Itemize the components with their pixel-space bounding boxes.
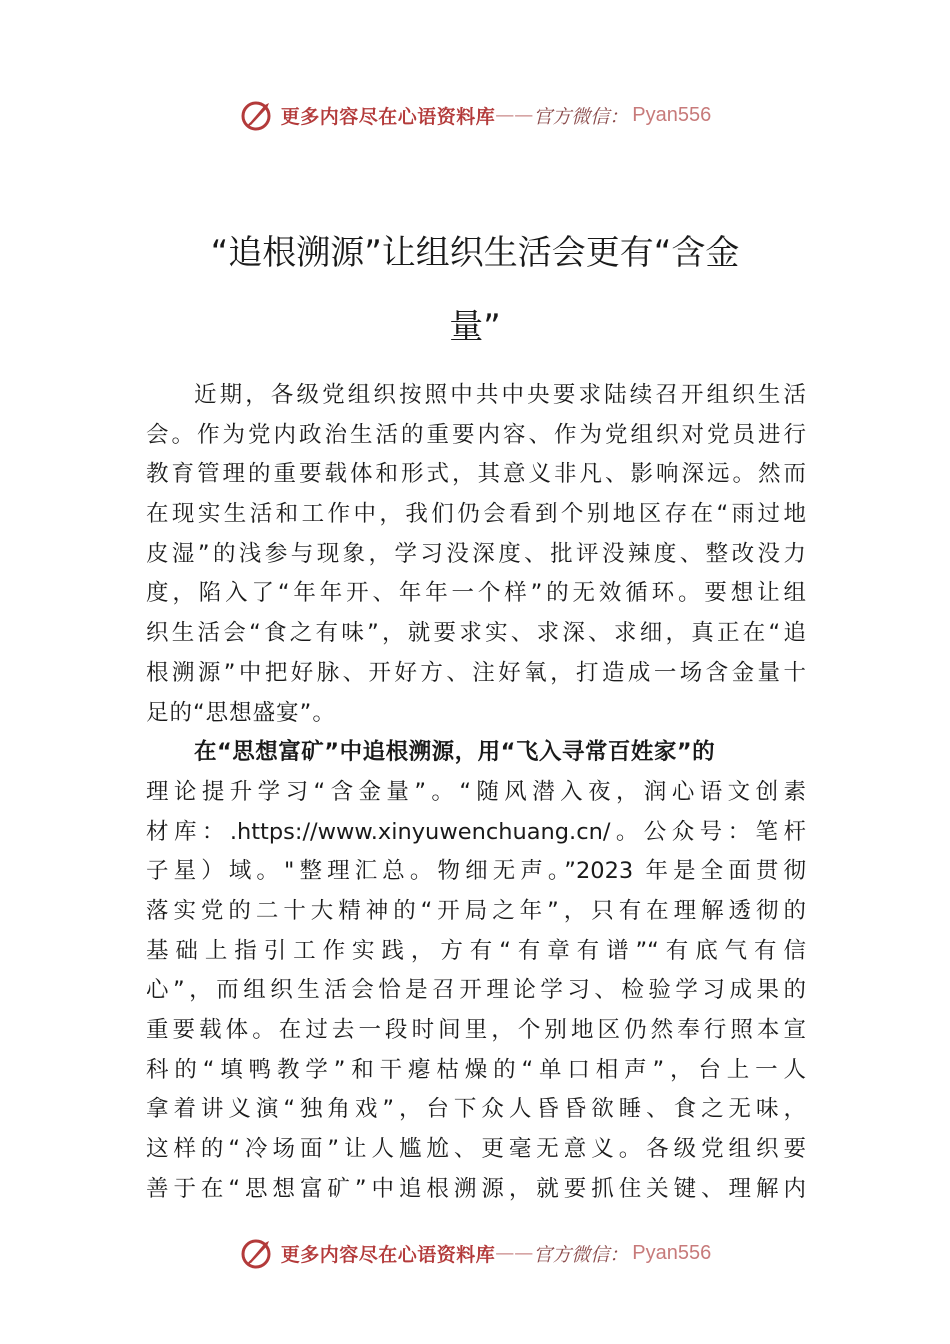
banner-wechat-label: 官方微信：	[533, 105, 629, 128]
paragraph-line: 理论提升学习“含金量”。“随风潜入夜，润心语文创素	[146, 778, 806, 805]
banner-slogan: 更多内容尽在心语资料库	[280, 1243, 496, 1266]
paragraph-line: 足的“思想盛宴”。	[146, 699, 336, 726]
paragraph-line: 重要载体。在过去一段时间里，个别地区仍然奉行照本宣	[146, 1017, 806, 1043]
paragraph-line: 近期，各级党组织按照中共中央要求陆续召开组织生活	[194, 382, 806, 408]
paragraph-line: 基础上指引工作实践，方有“有章有谱”“有底气有信	[146, 937, 806, 964]
paragraph-line: 善于在“思想富矿”中追根溯源，就要抓住关键、理解内	[146, 1175, 806, 1202]
section-heading: 在“思想富矿”中追根溯源，用“飞入寻常百姓家”的	[194, 739, 716, 766]
paragraph-line: 拿着讲义演“独角戏”，台下众人昏昏欲睡、食之无味，	[146, 1096, 806, 1123]
paragraph-line: 织生活会“食之有味”，就要求实、求深、求细，真正在“追	[146, 620, 806, 647]
banner-separator: ——	[495, 104, 534, 126]
quill-logo-icon	[239, 97, 275, 133]
paragraph-line: 落实党的二十大精神的“开局之年”，只有在理解透彻的	[146, 897, 806, 924]
paragraph-line: 子星）域。"整理汇总。物细无声。”2023 年是全面贯彻	[146, 858, 806, 885]
paragraph-line: 根溯源”中把好脉、开好方、注好氧，打造成一场含金量十	[146, 659, 806, 686]
quill-logo-icon	[239, 1235, 275, 1271]
paragraph-line: 这样的“冷场面”让人尴尬、更毫无意义。各级党组织要	[146, 1136, 806, 1163]
banner-wechat-id: Pyan556	[632, 103, 712, 126]
document-body	[146, 376, 806, 1209]
header-banner	[0, 95, 950, 135]
paragraph-line: 教育管理的重要载体和形式，其意义非凡、影响深远。然而	[146, 461, 806, 488]
document-title	[140, 216, 810, 364]
banner-separator: ——	[495, 1242, 534, 1264]
title-line-2: 量”	[449, 306, 501, 347]
footer-banner	[0, 1233, 950, 1273]
banner-slogan: 更多内容尽在心语资料库	[280, 105, 496, 128]
paragraph-line: 科的“填鸭教学”和干瘪枯燥的“单口相声”，台上一人	[146, 1056, 806, 1083]
banner-wechat-id: Pyan556	[632, 1241, 712, 1264]
paragraph-line: 心”，而组织生活会恰是召开理论学习、检验学习成果的	[146, 977, 806, 1004]
paragraph-line: 度，陷入了“年年开、年年一个样”的无效循环。要想让组	[146, 580, 806, 607]
paragraph-line: 会。作为党内政治生活的重要内容、作为党组织对党员进行	[146, 421, 806, 448]
paragraph-line: 在现实生活和工作中，我们仍会看到个别地区存在“雨过地	[146, 501, 806, 528]
paragraph-line: 皮湿”的浅参与现象，学习没深度、批评没辣度、整改没力	[146, 540, 806, 567]
banner-wechat-label: 官方微信：	[533, 1243, 629, 1266]
paragraph-line: 材库：.https://www.xinyuwenchuang.cn/。公众号：笔杆	[146, 818, 806, 845]
title-line-1: “追根溯源”让组织生活会更有“含金	[210, 232, 740, 273]
